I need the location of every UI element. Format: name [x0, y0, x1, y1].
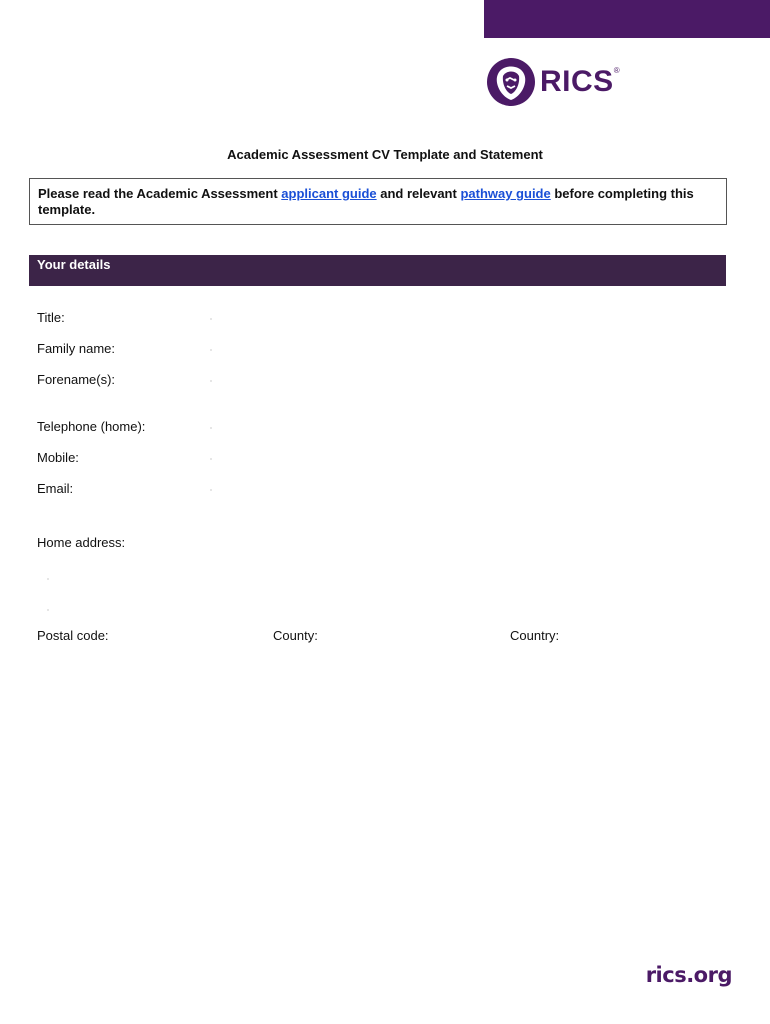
- top-accent-bar: [484, 0, 770, 38]
- title-field[interactable]: [210, 318, 212, 320]
- logo-wordmark: RICS: [540, 65, 614, 98]
- forenames-label: Forename(s):: [37, 372, 116, 387]
- document-title: Academic Assessment CV Template and Statement: [227, 147, 543, 162]
- instruction-box: [29, 178, 727, 225]
- family-name-label: Family name:: [37, 341, 116, 356]
- forenames-field[interactable]: [210, 380, 212, 382]
- section-header-your-details: [29, 255, 726, 286]
- county-label: County:: [273, 628, 318, 643]
- title-label: Title:: [37, 310, 65, 325]
- applicant-guide-link[interactable]: applicant guide: [281, 186, 377, 201]
- mobile-label: Mobile:: [37, 450, 79, 465]
- notice-text-after: before completing this template.: [38, 186, 694, 217]
- pathway-guide-link[interactable]: pathway guide: [460, 186, 551, 201]
- registered-mark: ®: [613, 66, 620, 75]
- home-address-label: Home address:: [37, 535, 126, 550]
- mobile-field[interactable]: [210, 458, 212, 460]
- email-field[interactable]: [210, 489, 212, 491]
- notice-text-before: Please read the Academic Assessment: [38, 186, 282, 201]
- section-heading: Your details: [37, 257, 111, 272]
- notice-text-middle: and relevant: [376, 186, 461, 201]
- country-label: Country:: [510, 628, 560, 643]
- footer-website: rics.org: [645, 963, 732, 987]
- telephone-home-field[interactable]: [210, 427, 212, 429]
- home-address-line2-field[interactable]: [47, 609, 49, 611]
- postal-code-label: Postal code:: [37, 628, 109, 643]
- email-label: Email:: [37, 481, 74, 496]
- telephone-home-label: Telephone (home):: [37, 419, 146, 434]
- family-name-field[interactable]: [210, 349, 212, 351]
- lion-head-icon: [484, 56, 538, 108]
- rics-logo: [484, 56, 620, 108]
- home-address-line1-field[interactable]: [47, 578, 49, 580]
